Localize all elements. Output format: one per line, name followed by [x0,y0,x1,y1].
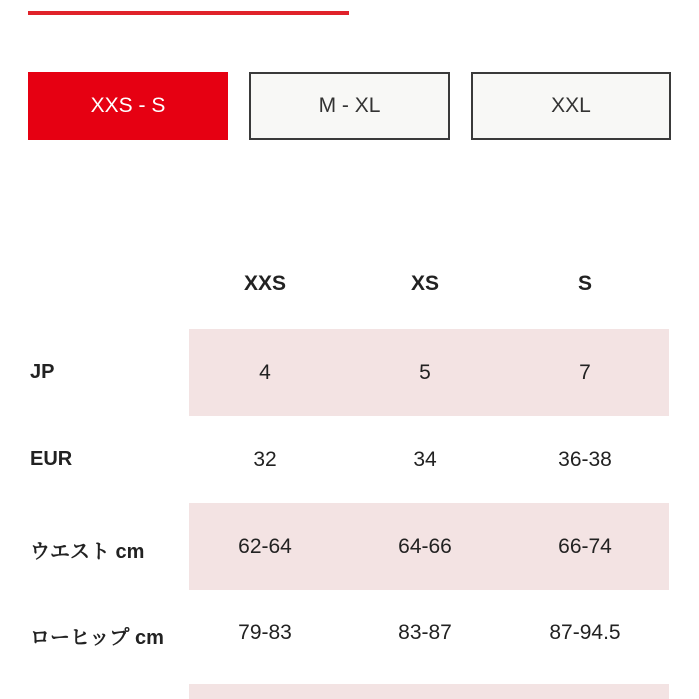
cell-waist-xxs: 62-64 [238,535,292,558]
tab-m-xl[interactable]: M - XL [249,72,450,140]
cell-jp-xs: 5 [419,361,431,384]
column-header-xxs: XXS [243,272,287,295]
row-label-eur: EUR [30,448,73,470]
cell-low-hip-xxs: 79-83 [238,621,292,644]
cell-jp-s: 7 [579,361,591,384]
cell-waist-s: 66-74 [558,535,612,558]
cell-low-hip-xs: 83-87 [398,621,452,644]
cell-waist-xs: 64-66 [398,535,452,558]
tab-xxl[interactable]: XXL [471,72,671,140]
cell-eur-xs: 34 [413,448,437,471]
column-header-s: S [577,272,592,295]
row-label-low-hip: ローヒップ cm [30,627,164,649]
column-header-xs: XS [410,272,439,295]
cell-eur-xxs: 32 [253,448,277,471]
row-label-waist: ウエスト cm [30,541,145,563]
cell-low-hip-s: 87-94.5 [549,621,621,644]
cell-eur-s: 36-38 [558,448,612,471]
row-shade-next [189,684,669,699]
row-label-jp: JP [30,361,55,383]
tab-xxs-s[interactable]: XXS - S [28,72,228,140]
top-accent-bar [28,11,349,15]
cell-jp-xxs: 4 [259,361,271,384]
